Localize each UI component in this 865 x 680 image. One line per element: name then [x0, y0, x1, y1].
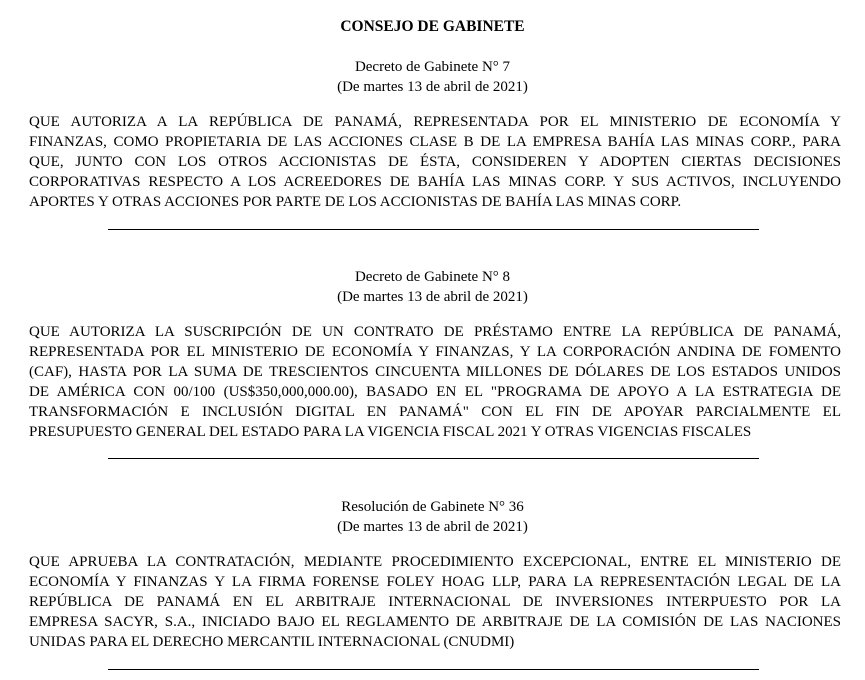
- entry-date: (De martes 13 de abril de 2021): [337, 289, 528, 305]
- entry-body-line: UNIDAS PARA EL DERECHO MERCANTIL INTERNACIONAL (CNUDMI): [29, 634, 515, 650]
- entry-date: (De martes 13 de abril de 2021): [337, 519, 528, 535]
- entry-body-line: EMPRESA SACYR, S.A., INICIADO BAJO EL REGLAMENTO DE ARBITRAJE DE LA COMISIÓN DE LAS NACIONES: [29, 614, 841, 630]
- divider: [108, 458, 759, 459]
- entry-body-line: PRESUPUESTO GENERAL DEL ESTADO PARA LA VIGENCIA FISCAL 2021 Y OTRAS VIGENCIAS FISCALES: [29, 424, 752, 440]
- entry-body: [29, 322, 841, 442]
- entry-decreto-7: [0, 57, 865, 97]
- divider: [108, 669, 759, 670]
- entry-body-line: QUE AUTORIZA LA SUSCRIPCIÓN DE UN CONTRATO DE PRÉSTAMO ENTRE LA REPÚBLICA DE PANAMÁ,: [29, 324, 841, 340]
- entry-body-line: TRANSFORMACIÓN E INCLUSIÓN DIGITAL EN PANAMÁ" CON EL FIN DE APOYAR PARCIALMENTE EL: [29, 404, 841, 420]
- entry-body-line: REPRESENTADA POR EL MINISTERIO DE ECONOMÍA Y FINANZAS, Y LA CORPORACIÓN ANDINA DE FOMENTO: [29, 344, 841, 360]
- entry-body-line: REPÚBLICA DE PANAMÁ EN EL ARBITRAJE INTERNACIONAL DE INVERSIONES INTERPUESTO POR LA: [29, 594, 841, 610]
- entry-body-line: DE AMÉRICA CON 00/100 (US$350,000,000.00), BASADO EN EL "PROGRAMA DE APOYO A LA ESTRATEGIA DE: [29, 384, 841, 400]
- entry-title: Decreto de Gabinete N° 7: [354, 59, 511, 75]
- entry-decreto-8: [0, 267, 865, 307]
- entry-title: Decreto de Gabinete N° 8: [354, 269, 511, 285]
- entry-resolucion-36: [0, 497, 865, 537]
- divider: [108, 229, 759, 230]
- entry-body-line: APORTES Y OTRAS ACCIONES POR PARTE DE LOS ACCIONISTAS DE BAHÍA LAS MINAS CORP.: [29, 194, 682, 210]
- entry-body-line: FINANZAS, COMO PROPIETARIA DE LAS ACCIONES CLASE B DE LA EMPRESA BAHÍA LAS MINAS CORP., PARA: [29, 134, 841, 150]
- entry-body-line: (CAF), HASTA POR LA SUMA DE TRESCIENTOS CINCUENTA MILLONES DE DÓLARES DE LOS ESTADOS UNIDOS: [29, 364, 841, 380]
- entry-body-line: CORPORATIVAS RESPECTO A LOS ACREEDORES DE BAHÍA LAS MINAS CORP. Y SUS ACTIVOS, INCLUYENDO: [29, 174, 841, 190]
- entry-body-line: ECONOMÍA Y FINANZAS Y LA FIRMA FORENSE FOLEY HOAG LLP, PARA LA REPRESENTACIÓN LEGAL DE LA: [29, 574, 841, 590]
- entry-body-line: QUE APRUEBA LA CONTRATACIÓN, MEDIANTE PROCEDIMIENTO EXCEPCIONAL, ENTRE EL MINISTERIO DE: [29, 554, 841, 570]
- entry-body: [29, 112, 841, 212]
- entry-body: [29, 552, 841, 652]
- entry-body-line: QUE AUTORIZA A LA REPÚBLICA DE PANAMÁ, REPRESENTADA POR EL MINISTERIO DE ECONOMÍA Y: [29, 114, 841, 130]
- page-heading: CONSEJO DE GABINETE: [340, 18, 525, 35]
- entry-body-line: QUE, JUNTO CON LOS OTROS ACCIONISTAS DE ÉSTA, CONSIDEREN Y ADOPTEN CIERTAS DECISIONES: [29, 154, 841, 170]
- entry-title: Resolución de Gabinete N° 36: [341, 499, 524, 515]
- entry-date: (De martes 13 de abril de 2021): [337, 79, 528, 95]
